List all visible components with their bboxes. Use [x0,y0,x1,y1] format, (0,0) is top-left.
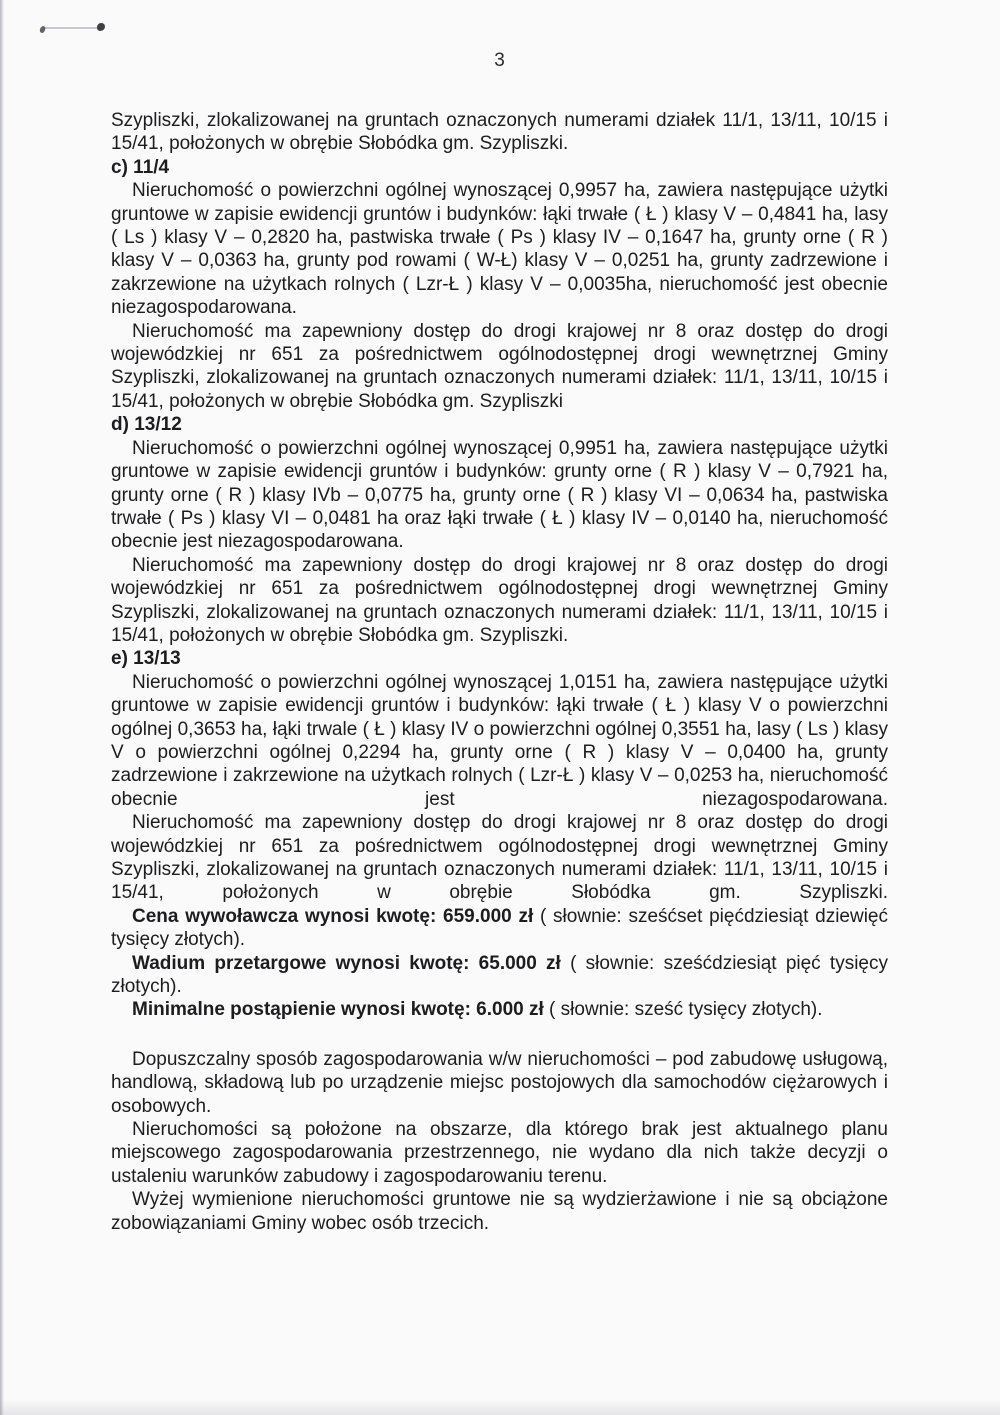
bid-deposit-amount: Wadium przetargowe wynosi kwotę: 65.000 zł [132,952,561,974]
starting-price-amount: Cena wywoławcza wynosi kwotę: 659.000 zł [132,905,534,927]
paragraph-parcel-d-road-access: Nieruchomość ma zapewniony dostęp do drogi krajowej nr 8 oraz dostęp do drogi wojewódzkiej nr 651 za pośrednictwem ogólnodostępnej drogi wewnętrznej Gminy Szypliszki, zlokalizowanej na gruntach oznaczonych numerami działek: 11/1, 13/11, 10/15 i 15/41, położonych w obrębie Słobódka gm. Szypliszki. [111,554,888,646]
minimum-bid-in-words: ( słownie: sześć tysięcy złotych). [543,999,823,1021]
paragraph-permitted-use: Dopuszczalny sposób zagospodarowania w/w nieruchomości – pod zabudowę usługową, handlową, składową lub po urządzenie miejsc postojowych dla samochodów ciężarowych i osobowych. [111,1048,888,1117]
starting-price-in-words: ( słownie: sześćset pięćdziesiąt dziewięć tysięcy złotych). [111,905,888,951]
paragraph-parcel-c-description: Nieruchomość o powierzchni ogólnej wynoszącej 0,9957 ha, zawiera następujące użytki gruntowe w zapisie ewidencji gruntów i budynków: łąki trwałe ( Ł ) klasy V – 0,4841 ha, lasy ( Ls ) klasy V – 0,2820 ha, pastwiska trwałe ( Ps ) klasy IV – 0,1647 ha, grunty orne ( R ) klasy V – 0,0363 ha, grunty pod rowami ( W-Ł) klasy V – 0,0251 ha, grunty zadrzewione i zakrzewione na użytkach rolnych ( Lzr-Ł ) klasy V – 0,0035ha, nieruchomość jest obecnie niezagospodarowana. [111,180,888,319]
paragraph-lease-encumbrance-status: Wyżej wymienione nieruchomości gruntowe nie są wydzierżawione i nie są obciążone zobowiązaniami Gminy wobec osób trzecich. [111,1189,888,1234]
page-number: 3 [494,50,505,71]
bid-deposit-in-words: ( słownie: sześćdziesiąt pięć tysięcy złotych). [111,952,888,998]
paragraph-parcel-e-description: Nieruchomość o powierzchni ogólnej wynoszącej 1,0151 ha, zawiera następujące użytki gruntowe w zapisie ewidencji gruntów i budynków: łąki trwałe ( Ł ) klasy V o powierzchni ogólnej 0,3653 ha, łąki trwale ( Ł ) klasy IV o powierzchni ogólnej 0,3551 ha, lasy ( Ls ) klasy V o powierzchni ogólnej 0,2294 ha, grunty orne ( R ) klasy V – 0,0400 ha, grunty zadrzewione i zakrzewione na użytkach rolnych ( Lzr-Ł ) klasy V – 0,0253 ha, nieruchomość obecnie jest niezagospodarowana. [111,671,888,810]
paragraph-starting-price [111,905,888,952]
heading-parcel-c-11-4: c) 11/4 [111,156,170,178]
document-body [111,109,888,1235]
scan-speck-right [97,23,105,31]
minimum-bid-amount: Minimalne postąpienie wynosi kwotę: 6.000 zł [132,999,544,1021]
paragraph-zoning-plan-status: Nieruchomości są położone na obszarze, dla którego brak jest aktualnego planu miejscowego zagospodarowania przestrzennego, nie wydano dla nich także decyzji o ustaleniu warunków zabudowy i zagospodarowaniu terenu. [111,1119,888,1187]
paragraph-bid-deposit [111,952,888,999]
heading-parcel-e-13-13: e) 13/13 [111,648,181,670]
scan-speck-left [39,25,46,33]
paragraph-parcel-c-road-access: Nieruchomość ma zapewniony dostęp do drogi krajowej nr 8 oraz dostęp do drogi wojewódzkiej nr 651 za pośrednictwem ogólnodostępnej drogi wewnętrznej Gminy Szypliszki, zlokalizowanej na gruntach oznaczonych numerami działek: 11/1, 13/11, 10/15 i 15/41, położonych w obrębie Słobódka gm. Szypliszki [111,320,888,412]
scan-scratch-mark [43,27,105,29]
paragraph-minimum-bid-increment [111,998,888,1021]
heading-parcel-d-13-12: d) 13/12 [111,414,182,436]
paragraph-intro-continuation: Szypliszki, zlokalizowanej na gruntach oznaczonych numerami działek 11/1, 13/11, 10/15 i 15/41, położonych w obrębie Słobódka gm. Szypliszki. [111,110,888,155]
paragraph-parcel-e-road-access: Nieruchomość ma zapewniony dostęp do drogi krajowej nr 8 oraz dostęp do drogi wojewódzkiej nr 651 za pośrednictwem ogólnodostępnej drogi wewnętrznej Gminy Szypliszki, zlokalizowanej na gruntach oznaczonych numerami działek: 11/1, 13/11, 10/15 i 15/41, położonych w obrębie Słobódka gm. Szypliszki. [111,812,888,904]
paragraph-parcel-d-description: Nieruchomość o powierzchni ogólnej wynoszącej 0,9951 ha, zawiera następujące użytki gruntowe w zapisie ewidencji gruntów i budynków: grunty orne ( R ) klasy V – 0,7921 ha, grunty orne ( R ) klasy IVb – 0,0775 ha, grunty orne ( R ) klasy VI – 0,0634 ha, pastwiska trwałe ( Ps ) klasy VI – 0,0481 ha oraz łąki trwałe ( Ł ) klasy IV – 0,0140 ha, nieruchomość obecnie jest niezagospodarowana. [111,437,888,553]
